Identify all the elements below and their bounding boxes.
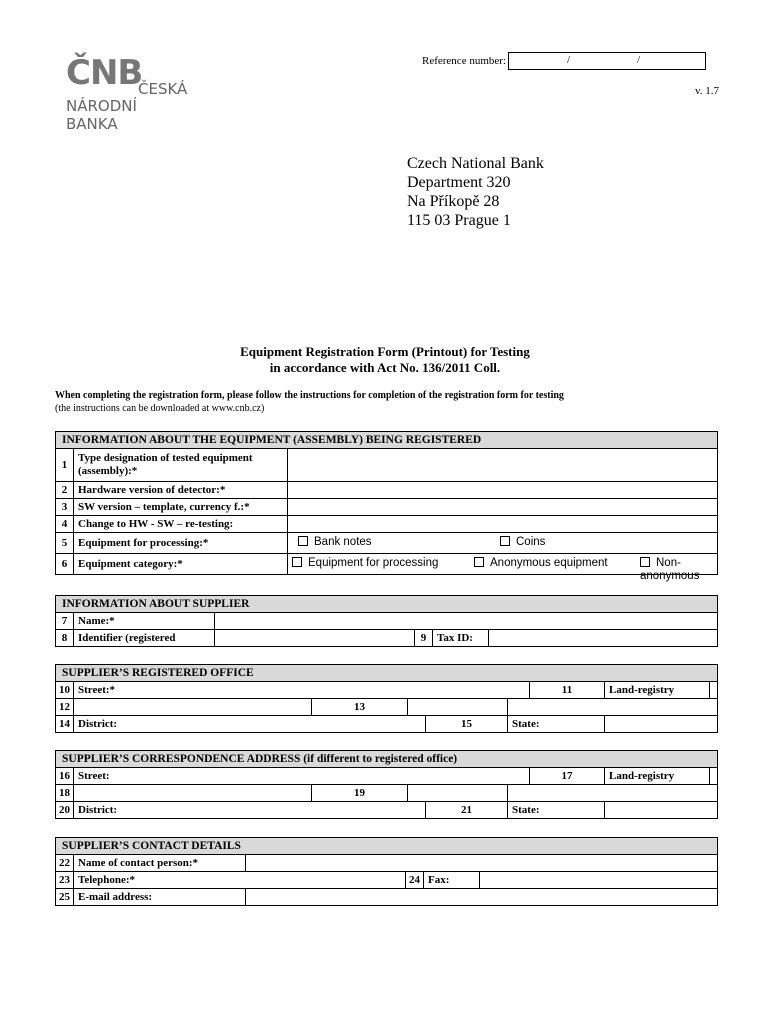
row-number: 6 <box>56 554 74 575</box>
field-label[interactable]: Street:* <box>74 682 530 699</box>
row-number: 17 <box>530 768 605 785</box>
row-number: 9 <box>415 630 433 647</box>
checkbox-icon[interactable] <box>298 536 308 546</box>
land-registry-field[interactable] <box>709 767 710 785</box>
reference-separator: / <box>636 54 641 66</box>
option-label: Bank notes <box>314 536 372 548</box>
checkbox-icon[interactable] <box>500 536 510 546</box>
land-registry-field[interactable] <box>709 681 710 699</box>
row-number: 22 <box>56 855 74 872</box>
logo-mark: ČNB <box>66 53 143 93</box>
state-field[interactable] <box>605 802 718 819</box>
field-label: Fax: <box>424 872 480 889</box>
field-label: State: <box>508 716 605 733</box>
field-label: Name of contact person:* <box>74 855 246 872</box>
option-label: Anonymous equipment <box>490 557 608 569</box>
zip-field[interactable] <box>74 785 312 802</box>
tax-id-field[interactable] <box>489 630 718 647</box>
bank-notes-option[interactable] <box>298 536 372 549</box>
city-field[interactable] <box>408 699 508 716</box>
contact-details-section <box>55 837 718 906</box>
row-number: 16 <box>56 768 74 785</box>
option-label: Non-anonymous <box>640 557 700 582</box>
field-label[interactable]: Street: <box>74 768 530 785</box>
supplier-section <box>55 595 718 647</box>
row-number: 14 <box>56 716 74 733</box>
land-registry-cell <box>605 682 718 699</box>
field-label[interactable]: District: <box>74 802 426 819</box>
option-label: Equipment for processing <box>308 557 439 569</box>
section-heading: INFORMATION ABOUT SUPPLIER <box>56 596 718 613</box>
equipment-section <box>55 431 718 582</box>
row-number: 8 <box>56 630 74 647</box>
field-label: Change to HW - SW – re-testing: <box>74 516 288 533</box>
section-heading: SUPPLIER’S REGISTERED OFFICE <box>56 665 718 682</box>
instructions <box>55 389 564 415</box>
row-number: 20 <box>56 802 74 819</box>
row-number: 23 <box>56 872 74 889</box>
field-label: Name:* <box>74 613 215 630</box>
row-number: 24 <box>406 872 424 889</box>
row-number: 21 <box>426 802 508 819</box>
field-label: Hardware version of detector:* <box>74 482 288 499</box>
option-label: Coins <box>516 536 546 548</box>
reference-label: Reference number: <box>422 55 506 67</box>
cnb-logo <box>66 55 206 135</box>
recipient-address <box>407 154 544 230</box>
row-number: 10 <box>56 682 74 699</box>
equipment-for-processing-option[interactable] <box>292 557 438 570</box>
row-number: 18 <box>56 785 74 802</box>
email-field[interactable] <box>246 889 718 906</box>
row-number: 3 <box>56 499 74 516</box>
row-number: 13 <box>312 699 408 716</box>
address-line: 115 03 Prague 1 <box>407 212 511 229</box>
address-line: Czech National Bank <box>407 155 544 172</box>
field-label: Land-registry <box>609 683 675 696</box>
checkbox-icon[interactable] <box>292 557 302 567</box>
field-label: Tax ID: <box>433 630 489 647</box>
field-label: Land-registry <box>609 769 675 782</box>
row-number: 4 <box>56 516 74 533</box>
row-number: 5 <box>56 533 74 554</box>
row-number: 15 <box>426 716 508 733</box>
field-label: SW version – template, currency f.:* <box>74 499 288 516</box>
city-extra-field[interactable] <box>508 785 718 802</box>
field-label[interactable]: Telephone:* <box>74 872 406 889</box>
reference-number-field[interactable] <box>508 52 706 70</box>
processing-options <box>288 533 718 554</box>
non-anonymous-option[interactable] <box>640 557 717 583</box>
row-number: 19 <box>312 785 408 802</box>
checkbox-icon[interactable] <box>474 557 484 567</box>
row-number: 25 <box>56 889 74 906</box>
hardware-version-field[interactable] <box>288 482 718 499</box>
registered-office-section <box>55 664 718 733</box>
anonymous-equipment-option[interactable] <box>474 557 608 570</box>
section-heading: INFORMATION ABOUT THE EQUIPMENT (ASSEMBLY) BEING REGISTERED <box>56 432 718 449</box>
field-label: Identifier (registered <box>74 630 215 647</box>
change-field[interactable] <box>288 516 718 533</box>
field-label: State: <box>508 802 605 819</box>
field-label: Equipment for processing:* <box>74 533 288 554</box>
row-number: 1 <box>56 449 74 482</box>
logo-word-2: NÁRODNÍ <box>66 97 137 115</box>
logo-word-3: BANKA <box>66 115 118 133</box>
title-line: Equipment Registration Form (Printout) for Testing <box>240 344 530 359</box>
form-title <box>0 344 770 376</box>
fax-field[interactable] <box>480 872 718 889</box>
section-heading: SUPPLIER’S CONTACT DETAILS <box>56 838 718 855</box>
field-label[interactable]: District: <box>74 716 426 733</box>
supplier-name-field[interactable] <box>215 613 718 630</box>
address-line: Na Příkopě 28 <box>407 193 500 210</box>
checkbox-icon[interactable] <box>640 557 650 567</box>
row-number: 7 <box>56 613 74 630</box>
coins-option[interactable] <box>500 536 545 549</box>
row-number: 12 <box>56 699 74 716</box>
land-registry-cell <box>605 768 718 785</box>
field-label: Type designation of tested equipment (assembly):* <box>74 449 288 482</box>
field-label: E-mail address: <box>74 889 246 906</box>
section-heading: SUPPLIER’S CORRESPONDENCE ADDRESS (if different to registered office) <box>56 751 718 768</box>
instructions-text: When completing the registration form, please follow the instructions for completion of the registration form for testing <box>55 390 564 401</box>
zip-field[interactable] <box>74 699 312 716</box>
row-number: 11 <box>530 682 605 699</box>
type-designation-field[interactable] <box>288 449 718 482</box>
sw-version-field[interactable] <box>288 499 718 516</box>
state-field[interactable] <box>605 716 718 733</box>
reference-number <box>422 52 706 70</box>
title-line: in accordance with Act No. 136/2011 Coll. <box>269 360 501 375</box>
reference-separator: / <box>566 54 571 66</box>
identifier-field[interactable] <box>215 630 415 647</box>
correspondence-address-section <box>55 750 718 819</box>
logo-word-1: ČESKÁ <box>138 80 188 98</box>
form-version: v. 1.7 <box>694 85 719 97</box>
city-field[interactable] <box>408 785 508 802</box>
instructions-note: (the instructions can be downloaded at www.cnb.cz) <box>55 403 265 414</box>
address-line: Department 320 <box>407 174 511 191</box>
category-options <box>288 554 718 582</box>
contact-person-field[interactable] <box>246 855 718 872</box>
field-label: Equipment category:* <box>74 554 288 575</box>
row-number: 2 <box>56 482 74 499</box>
city-extra-field[interactable] <box>508 699 718 716</box>
